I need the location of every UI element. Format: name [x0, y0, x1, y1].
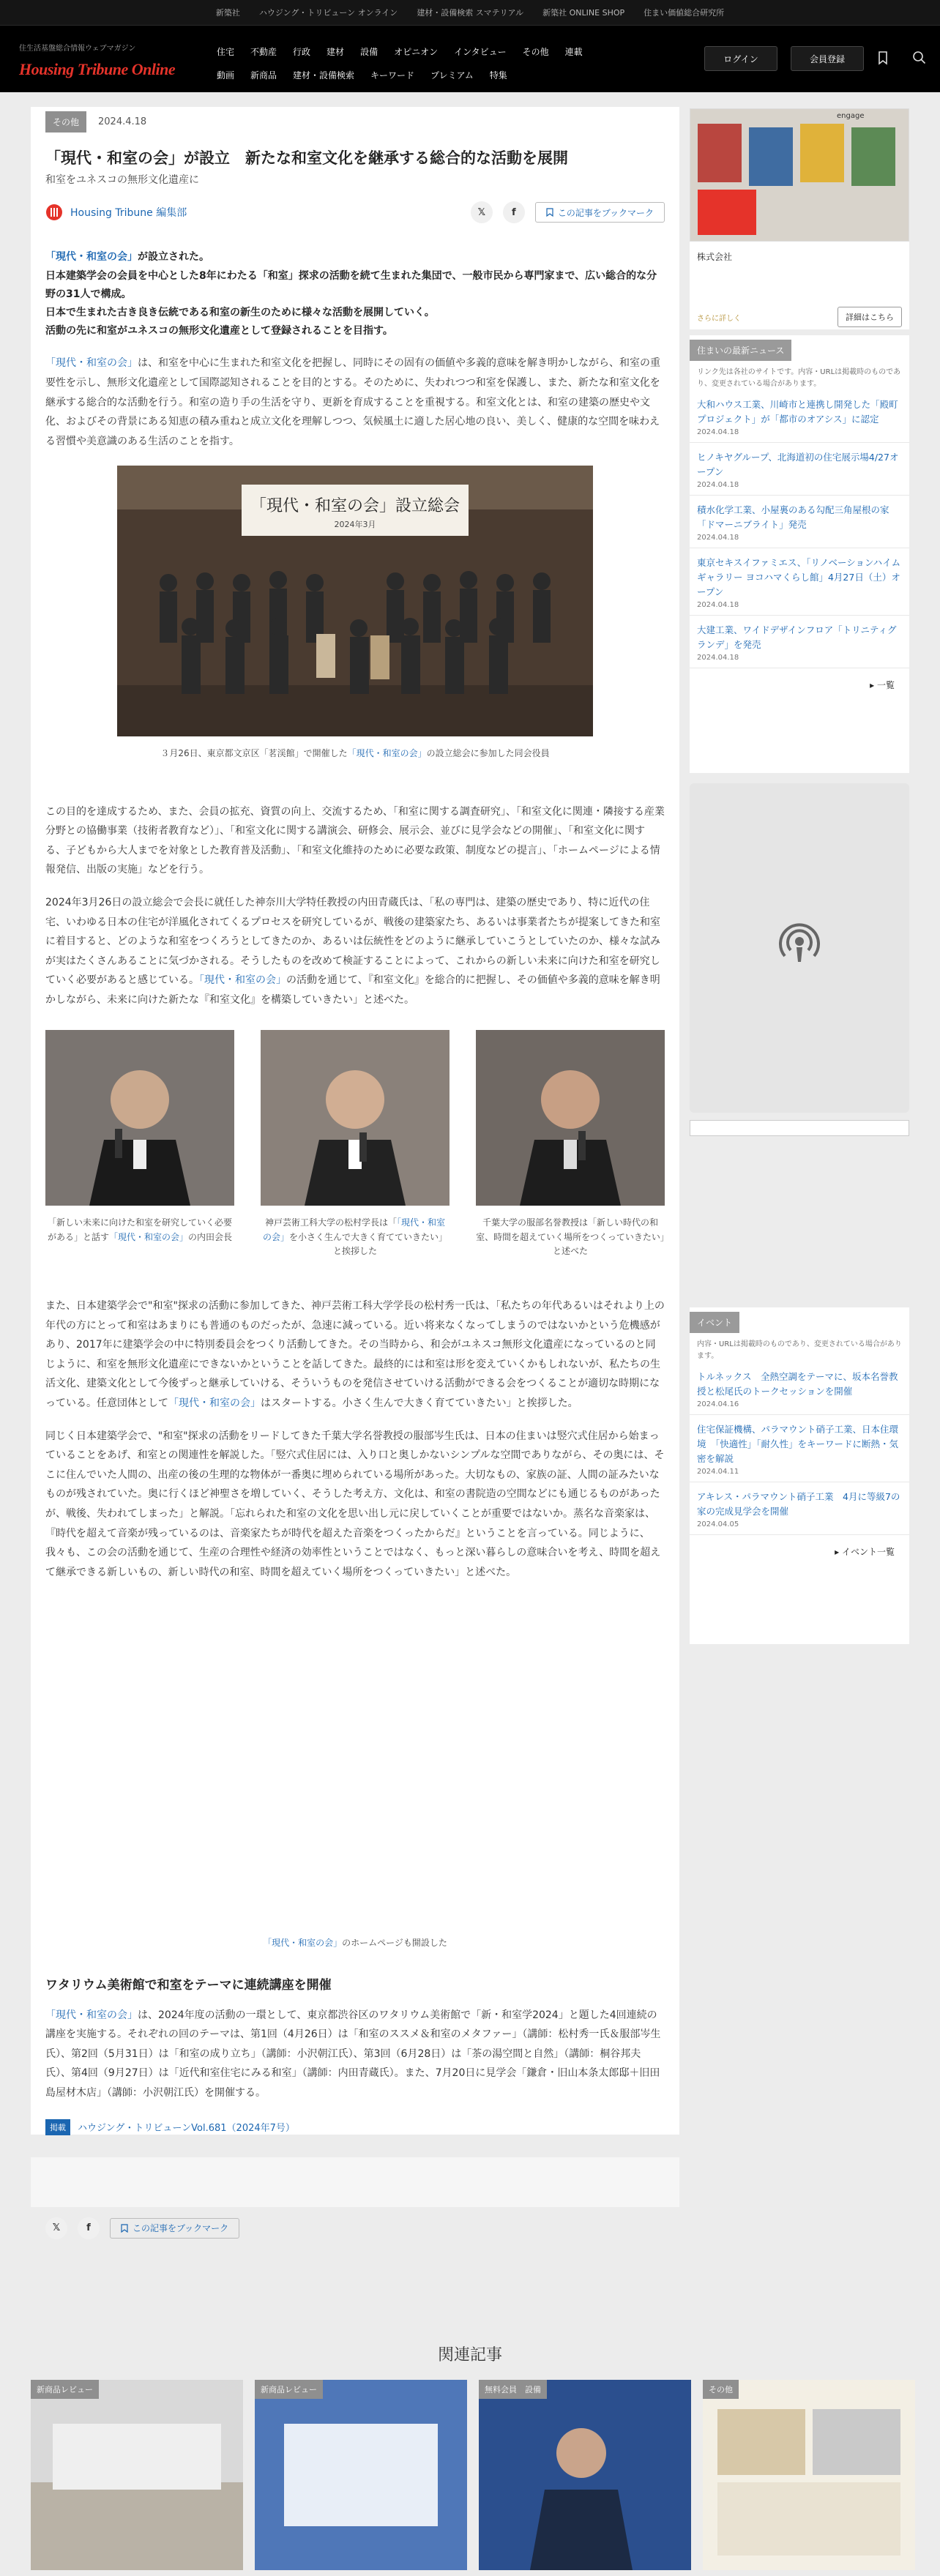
caption-text: の内田会長 — [188, 1231, 233, 1242]
caption-org-link[interactable]: 「現代・和室の会」 — [108, 1231, 188, 1242]
photo-caption: 千葉大学の服部名誉教授は「新しい時代の和室、時間を超えていく場所をつくっていきたい」と述べた — [476, 1217, 665, 1256]
news-date: 2024.04.18 — [697, 534, 739, 542]
search-icon[interactable] — [912, 51, 927, 65]
event-title[interactable]: トルネックス 全熱空調をテーマに、坂本名誉教授と松尾氏のトークセッションを開催 — [697, 1371, 898, 1397]
nav-item[interactable]: 不動産 — [250, 47, 277, 57]
group-photo — [117, 466, 593, 736]
paragraph: この目的を達成するため、また、会員の拡充、資質の向上、交流するため、「和室に関する調査研究」、「和室文化に関連・隣接する産業分野との協働事業（技術者教育など）」、「和室文化に関する講演会、研修会、展示会、並びに見学会などの開催」、「和室文化に関する、子どもから大人までを対象とした教育普及活動」、「和室文化維持のために必要な政策、制度などの提言」、「ホームページによる情報発信、出版の実施」などを行う。 — [45, 805, 665, 876]
news-item[interactable] — [690, 390, 909, 443]
topbar-link-shinkenchikusha[interactable]: 新築社 — [215, 8, 240, 18]
bookmark-icon — [546, 208, 553, 217]
nav-item[interactable]: 建材・設備検索 — [293, 70, 355, 81]
related-card-image — [255, 2380, 467, 2570]
article-subtitle: 和室をユネスコの無形文化遺産に — [45, 174, 199, 187]
event-item[interactable] — [690, 1415, 909, 1482]
company-name: 株式会社 — [697, 252, 733, 262]
speaker-photo-hattori — [476, 1030, 665, 1206]
news-title[interactable]: 東京セキスイファミエス、「リノベーションハイムギャラリー ヨコハマくらし館」4月27日（土）オープン — [697, 557, 901, 597]
related-heading: 関連記事 — [437, 2346, 502, 2364]
news-item[interactable] — [690, 616, 909, 668]
event-title[interactable]: 住宅保証機構、パラマウント硝子工業、日本住環境 「快適性」「耐久性」をキーワードに断熱・気密を解説 — [697, 1424, 899, 1464]
sidebar-company-box — [690, 242, 909, 329]
speaker-photo-matsumura — [261, 1030, 450, 1206]
nav-item[interactable]: 特集 — [489, 70, 507, 81]
caption-text: ３月26日、東京都文京区「茗渓館」で開催した — [160, 748, 348, 759]
news-date: 2024.04.18 — [697, 428, 739, 436]
podcast-icon — [777, 922, 821, 966]
photo-caption — [45, 1216, 234, 1244]
nav-item[interactable]: キーワード — [370, 70, 415, 81]
bookmark-icon — [121, 2224, 128, 2233]
paragraph — [45, 1296, 665, 1414]
ad-detail-button[interactable]: 詳細はこちら — [838, 307, 902, 327]
news-heading: 住まいの最新ニュース — [690, 340, 791, 361]
x-share-icon[interactable]: 𝕏 — [471, 201, 493, 223]
paragraph-text: 2024年3月26日の設立総会で会長に就任した神奈川大学特任教授の内田青蔵氏は、「私の専門は、建築の歴史であり、特に近代の住宅、いわゆる日本の住宅が洋風化されてくるプロセスを研究しているが、戦後の建築家たち、あるいは事業者たちが提案してきた和室に着目すると、どのような和室をつくろうとしてきたのか、あるいは伝統性をどのように継承していこうとしていたのか、様々な試みが実はたくさんあることに気づかされる。そうしたものを改めて検証することによって、これからの新しい未来に向けた和室を研究していく必要があると感じている。 — [45, 896, 660, 987]
photo-caption — [261, 1216, 450, 1258]
photo-banner-text: 「現代・和室の会」設立総会 — [250, 497, 460, 516]
x-share-icon[interactable]: 𝕏 — [45, 2217, 67, 2239]
nav-item[interactable]: 行政 — [293, 47, 311, 57]
register-button[interactable]: 会員登録 — [791, 46, 864, 71]
news-date: 2024.04.18 — [697, 481, 739, 489]
chevron-right-icon: ▸ — [870, 680, 877, 690]
nav-item[interactable]: 連載 — [564, 47, 583, 57]
news-more-link[interactable] — [690, 668, 909, 701]
nav-item[interactable]: 新商品 — [250, 70, 277, 81]
news-title[interactable]: 大建工業、ワイドデザインフロア「トリニティグランデ」を発売 — [697, 624, 897, 650]
lead-text: 日本建築学会の会員を中心とした8年にわたる「和室」探求の活動を続て生まれた集団で、一般市民から専門家まで、広い総合的な分野の31人で構成。 — [45, 269, 657, 300]
news-note: リンク先は各社のサイトです。内容・URLは掲載時のものであり、変更されている場合があります。 — [697, 368, 901, 388]
paragraph-text: の活動を通じて、『和室文化』を総合的に把握し、その価値や多義的意味を解き明かしながら、未来に向けた新たな『和室文化』を構築していきたい」と述べた。 — [45, 974, 660, 1006]
nav-item[interactable]: 住宅 — [217, 47, 235, 57]
caption-org-link[interactable]: 「現代・和室の会」 — [263, 1938, 343, 1949]
lead-text: が設立された。 — [138, 251, 209, 264]
org-link[interactable]: 「現代・和室の会」 — [199, 974, 286, 987]
event-date: 2024.04.11 — [697, 1468, 739, 1476]
article-footer-band — [31, 2157, 679, 2207]
events-note: 内容・URLは掲載時のものであり、変更されている場合があります。 — [697, 1340, 902, 1360]
org-link[interactable]: 「現代・和室の会」 — [168, 1397, 261, 1409]
related-card-category: 新商品レビュー — [255, 2380, 323, 2399]
speaker-photo-uchida — [45, 1030, 234, 1206]
nav-item[interactable]: 動画 — [217, 70, 235, 81]
related-card[interactable] — [255, 2380, 467, 2570]
bottom-share-bar — [31, 2207, 679, 2250]
paragraph — [45, 354, 665, 451]
nav-item[interactable]: インタビュー — [454, 47, 507, 57]
lead-org-link[interactable]: 「現代・和室の会」 — [45, 251, 138, 264]
event-item[interactable] — [690, 1482, 909, 1535]
related-card-image — [479, 2380, 691, 2570]
photo-banner-date: 2024年3月 — [334, 520, 376, 530]
bookmark-article-button[interactable] — [110, 2218, 239, 2239]
related-card[interactable] — [703, 2380, 915, 2570]
caption-text: の設立総会に参加した同会役員 — [426, 748, 550, 759]
speaker-photos — [45, 1030, 665, 1258]
news-date: 2024.04.18 — [697, 654, 739, 662]
ad-note: さらに詳しく — [697, 314, 741, 323]
paragraph — [45, 893, 665, 1010]
source-badge: 掲載 — [45, 2119, 70, 2135]
news-item[interactable] — [690, 443, 909, 496]
photo-caption — [45, 747, 665, 761]
author-link[interactable] — [45, 204, 187, 221]
paragraph-text: は、2024年度の活動の一環として、東京都渋谷区のワタリウム美術館で「新・和室学2024」と題した4回連続の講座を実施する。それぞれの回のテーマは、第1回（4月26日）は「和室のススメ＆和室のメタファー」（講師：松村秀一氏＆服部岑生氏）、第2回（5月31日）は「和室の成り立ち」（講師：小沢朝江氏）、第3回（6月28日）は「茶の湯空間と自然」（講師：桐谷邦夫氏）、第4回（9月27日）は「近代和室住宅にみる和室」（講師：内田青蔵氏）。また、7月20日に見学会「鎌倉・旧山本条太郎邸＋旧田島屋材木店」（講師：小沢朝江氏）を開催する。 — [45, 2009, 661, 2099]
news-title[interactable]: 大和ハウス工業、川崎市と連携し開発した「殿町プロジェクト」が「都市のオアシス」に認定 — [697, 399, 898, 425]
topbar-link-shop[interactable]: 新築社 ONLINE SHOP — [542, 8, 625, 18]
paragraph — [45, 2006, 665, 2103]
caption-org-link[interactable]: 「現代・和室の会」 — [262, 1217, 446, 1242]
sidebar-ad-banner[interactable] — [690, 108, 909, 242]
event-item[interactable] — [690, 1362, 909, 1415]
caption-org-link[interactable]: 「現代・和室の会」 — [347, 748, 427, 759]
bookmark-label: この記事をブックマーク — [133, 2223, 229, 2233]
topbar-link-smaterial[interactable]: 建材・設備検索 スマテリアル — [417, 8, 524, 18]
caption-text: 「新しい未来に向けた和室を研究していく必要がある」と話す — [47, 1217, 232, 1242]
publisher-logo-icon — [45, 204, 63, 221]
section-heading: ワタリウム美術館で和室をテーマに連続講座を開催 — [45, 1977, 332, 1993]
logo-wordmark: Housing Tribune Online — [19, 60, 176, 78]
site-tagline: 住生活基盤総合情報ウェブマガジン — [19, 45, 136, 53]
speaker-photo-figure — [476, 1030, 665, 1258]
speaker-photo-figure — [261, 1030, 450, 1258]
nav-item[interactable]: オピニオン — [394, 47, 439, 57]
homepage-caption — [45, 1936, 665, 1950]
news-item[interactable] — [690, 496, 909, 548]
paragraph-text: はスタートする。小さく生んで大きく育てていきたい」と挨拶した。 — [261, 1397, 578, 1409]
facebook-share-icon[interactable]: f — [503, 201, 525, 223]
nav-item[interactable]: その他 — [522, 47, 549, 57]
more-label: 一覧 — [876, 680, 895, 690]
author-name: Housing Tribune 編集部 — [70, 207, 187, 220]
chevron-right-icon: ▸ — [835, 1547, 842, 1557]
related-card-image — [31, 2380, 243, 2570]
bookmark-label: この記事をブックマーク — [557, 207, 654, 218]
related-card-image — [703, 2380, 915, 2570]
login-button[interactable]: ログイン — [704, 46, 777, 71]
paragraph-text: また、日本建築学会で"和室"探求の活動に参加してきた、神戸芸術工科大学学長の松村秀一氏は、「私たちの年代あるいはそれより上の年代の方にとって和室はあまりにも普通のものだったが、急速に減っている。近い将来なくなってしまうのではないかという危機感があり、2017年に建築学会の中に特別委員会をつくり活動してきた。その当時から、和会がユネスコ無形文化遺産になっているのと同じように、和室を無形文化遺産にできないかということを話してきた。最終的には和室は形を変えていくかもしれないが、私たちの生活文化、建築文化として今後ずっと継承していける、そういうものを発信させていける活動ができる会をつくることが適切な時期になっている。任意団体として — [45, 1300, 665, 1409]
topbar-link-ht-online[interactable]: ハウジング・トリビューン オンライン — [258, 8, 398, 18]
bookmark-article-button[interactable] — [535, 202, 665, 223]
org-link[interactable]: 「現代・和室の会」 — [45, 357, 138, 370]
site-header — [0, 25, 940, 92]
speaker-photo-figure — [45, 1030, 234, 1258]
lead-text: 活動の先に和室がユネスコの無形文化遺産として登録されることを目指す。 — [45, 325, 393, 337]
ad-image — [690, 109, 909, 242]
nav-item[interactable]: 建材 — [327, 47, 345, 57]
article-date: 2024.4.18 — [98, 116, 147, 127]
related-card[interactable] — [31, 2380, 243, 2570]
related-articles — [0, 2342, 940, 2570]
broken-image-banner — [690, 1120, 909, 1136]
global-nav — [217, 40, 627, 87]
article-lead — [45, 248, 665, 340]
byline — [45, 200, 665, 225]
event-date: 2024.04.05 — [697, 1520, 739, 1528]
source-row — [45, 2119, 665, 2135]
podcast-player[interactable] — [690, 783, 909, 1113]
topbar-link-institute[interactable]: 住まい価値総合研究所 — [644, 8, 725, 18]
category-badge[interactable]: その他 — [45, 111, 86, 132]
article-title: 「現代・和室の会」が設立 新たな和室文化を継承する総合的な活動を展開 — [45, 149, 568, 167]
paragraph: 同じく日本建築学会で、"和室"探求の活動をリードしてきた千葉大学名誉教授の服部岑生氏は、日本の住まいは竪穴式住居から始まっていることをあげ、和室との関連性を解説した。「竪穴式住居には、入り口と奥しかないシンプルな空間でありながら、その奥には、そこに住んでいた人間の、出産の後の生理的な物体が一番奥に埋められている場所があった。大切なもの、家族の証、人間の証みたいなものが残されていた。奥に行くほど神聖さを増していく、そうした考え方、文化は、和室の書院造の空間などにも通じるものがあったが、戦後、失われてしまった」と解説。「忘れられた和室の文化を思い出し元に戻していくことが重要ではないか。蒸名な音楽家は、『時代を超えて音楽が残っているのは、音楽家たちが時代を超えた音楽をつくったからだ』ということを言っている。同じように、我々も、この会の活動を通じて、生産の合理性や経済の効率性ということではなく、もっと深い暮らしの意味合いを考え、時間を超えて継承できる新しいもの、新しい時代の和室、時間を超えていく場所をつくっていきたい」と述べた。 — [45, 1430, 665, 1578]
source-link[interactable]: ハウジング・トリビューンVol.681（2024年7号） — [78, 2123, 295, 2134]
nav-item[interactable]: プレミアム — [430, 70, 474, 81]
embedded-media-space — [45, 1582, 665, 1926]
related-card-category: 新商品レビュー — [31, 2380, 99, 2399]
related-card-category: その他 — [703, 2380, 739, 2399]
caption-text: のホームページも開設した — [342, 1938, 447, 1949]
lead-text: 日本で生まれた古き良き伝統である和室の新生のために様々な活動を展開していく。 — [45, 307, 435, 318]
nav-item[interactable]: 設備 — [360, 47, 378, 57]
ad-brand: engage — [837, 112, 865, 120]
news-item[interactable] — [690, 548, 909, 616]
news-title[interactable]: ヒノキヤグループ、北海道初の住宅展示場4/27オープン — [697, 452, 899, 477]
article-main — [31, 107, 679, 2233]
news-date: 2024.04.18 — [697, 601, 739, 609]
events-box — [690, 1307, 909, 1644]
events-heading: イベント — [690, 1312, 739, 1333]
top-utility-bar — [0, 0, 940, 25]
bookmark-icon[interactable] — [876, 51, 890, 65]
paragraph-text: は、和室を中心に生まれた和室文化を把握し、同時にその固有の価値や多義的意味を解き明かしながら、和室の重要性を示し、無形文化遺産として国際認知されることを目的とする。そのために、失われつつ和室を保護し、また、新たな和室文化を継承する総合的な活動を行う。和室の造り手の生活を守り、更新を育成することを重視する。和室文化とは、和室の建築の歴史や文化、およびその背景にある知恵の積み重ねと成立文化を理解しつつ、気候風土に適した居心地の良い、美しく、健康的な空間を味わえる習慣や美意識のある生活のことを指す。 — [45, 357, 660, 447]
latest-news-box — [690, 335, 909, 773]
site-logo[interactable] — [19, 42, 180, 79]
more-label: イベント一覧 — [841, 1547, 895, 1557]
related-card-category: 無料会員 設備 — [479, 2380, 547, 2399]
facebook-share-icon[interactable]: f — [78, 2217, 100, 2239]
news-title[interactable]: 積水化学工業、小屋裏のある勾配三角屋根の家「ドマーニブライト」発売 — [697, 504, 889, 530]
org-link[interactable]: 「現代・和室の会」 — [45, 2009, 138, 2021]
related-card[interactable] — [479, 2380, 691, 2570]
caption-text: を小さく生んで大きく育てていきたい」と挨拶した — [289, 1231, 448, 1256]
event-date: 2024.04.16 — [697, 1400, 739, 1408]
event-title[interactable]: アキレス・パラマウント硝子工業 4月に等級7の家の完成見学会を開催 — [697, 1491, 900, 1517]
caption-text: 神戸芸術工科大学の松村学長は「 — [264, 1217, 397, 1228]
events-more-link[interactable] — [690, 1535, 909, 1568]
